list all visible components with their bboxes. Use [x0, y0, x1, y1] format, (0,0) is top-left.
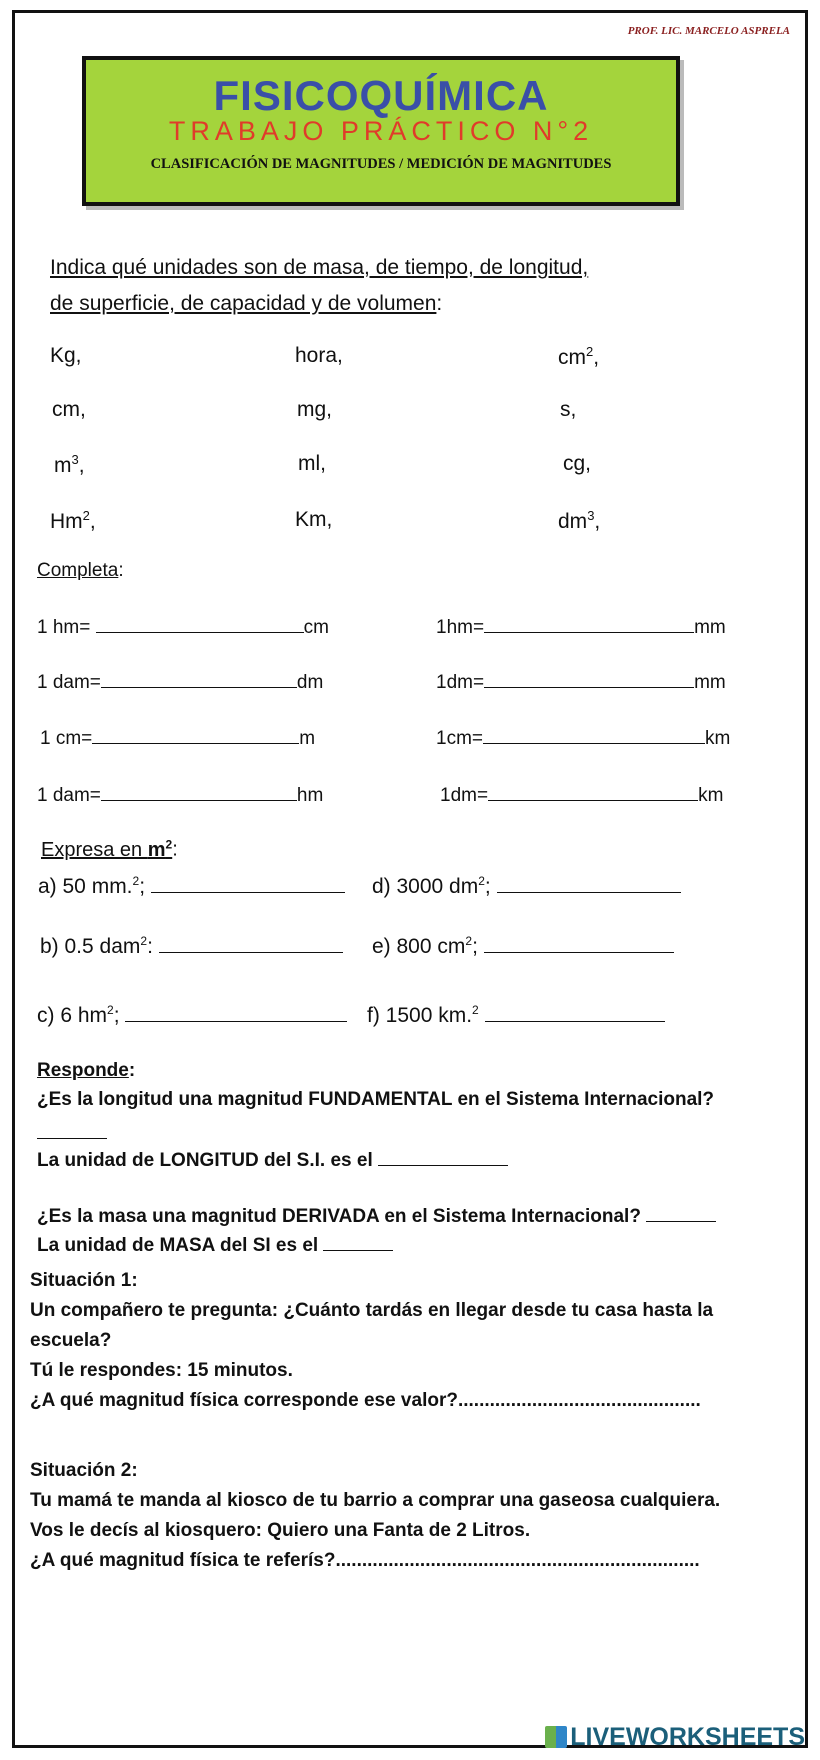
exercise-f: f) 1500 km.$^2$ [367, 1003, 665, 1028]
answer-blank[interactable] [159, 934, 343, 953]
answer-blank[interactable] [37, 1120, 107, 1139]
situation-2-line: Vos le decís al kiosquero: Quiero una Fanta de 2 Litros. [30, 1520, 531, 1541]
unit-item: hora, [295, 344, 343, 367]
exercise-b: b) 0.5 dam$^2$: [40, 934, 343, 959]
answer-blank[interactable] [92, 725, 299, 744]
author-credit: PROF. LIC. MARCELO ASPRELA [627, 25, 790, 37]
unit-item: $m^3$, [54, 452, 85, 477]
instruction-line-2: de superficie, de capacidad y de volumen: [50, 292, 443, 315]
answer-blank[interactable] [378, 1147, 508, 1166]
situation-1-line: escuela? [30, 1330, 112, 1351]
answer-blank[interactable] [96, 614, 304, 633]
answer-blank[interactable] [488, 782, 698, 801]
unit-item: ml, [298, 452, 326, 475]
conversion-left: 1 dam= dm [37, 669, 323, 694]
liveworksheets-icon [545, 1726, 567, 1748]
conversion-left: 1 dam= hm [37, 782, 323, 807]
topics-line: CLASIFICACIÓN DE MAGNITUDES / MEDICIÓN DE MAGNITUDES [150, 156, 612, 172]
unit-item: Kg, [50, 344, 82, 367]
unit-item: mg, [297, 398, 333, 421]
exercise-a: a) 50 mm.$^2$; [38, 874, 345, 899]
instruction-line-1: Indica qué unidades son de masa, de tiempo, de longitud, [50, 256, 589, 279]
answer-blank[interactable] [323, 1232, 393, 1251]
liveworksheets-logo: LIVEWORKSHEETS [545, 1723, 805, 1752]
question-1-answer [37, 1120, 107, 1145]
answer-blank[interactable] [484, 934, 674, 953]
answer-blank[interactable] [485, 1003, 665, 1022]
conversion-right: 1dm= km [440, 782, 723, 807]
conversion-left: 1 hm= cm [37, 614, 329, 639]
exercise-c: c) 6 $hm^2$; [37, 1003, 347, 1028]
unit-item: $cm^2$, [558, 344, 600, 369]
answer-blank[interactable] [484, 669, 694, 688]
question-1: ¿Es la longitud una magnitud FUNDAMENTAL en el Sistema Internacional? [37, 1089, 715, 1110]
page-subtitle: TRABAJO PRÁCTICO N°2 [168, 116, 594, 146]
answer-blank[interactable] [497, 874, 681, 893]
answer-blank[interactable] [101, 669, 297, 688]
situation-2-question[interactable]: ¿A qué magnitud física te referís?..................................................................... [30, 1550, 700, 1571]
expresa-label: Expresa en $m^2$: [41, 837, 178, 861]
unit-item: s, [560, 398, 577, 421]
unit-item: Km, [295, 508, 333, 531]
situation-1-line: Un compañero te pregunta: ¿Cuánto tardás en llegar desde tu casa hasta la [30, 1300, 714, 1321]
responde-label: Responde: [37, 1060, 136, 1081]
unit-item: $dm^3$, [558, 508, 601, 533]
situation-1-line: Tú le respondes: 15 minutos. [30, 1360, 293, 1381]
answer-blank[interactable] [151, 874, 345, 893]
unit-item: Hm$^2$, [50, 508, 96, 533]
title-banner [82, 56, 680, 206]
answer-blank[interactable] [101, 782, 297, 801]
answer-blank[interactable] [484, 614, 694, 633]
conversion-right: 1dm= mm [436, 669, 726, 694]
conversion-right: 1hm= mm [436, 614, 726, 639]
question-2: La unidad de LONGITUD del S.I. es el [37, 1147, 508, 1172]
question-4: La unidad de MASA del SI es el [37, 1232, 393, 1257]
situation-1-question[interactable]: ¿A qué magnitud física corresponde ese valor?.............................................. [30, 1390, 701, 1411]
unit-item: cg, [563, 452, 592, 475]
exercise-e: e) 800 $cm^2$; [372, 934, 674, 959]
answer-blank[interactable] [646, 1203, 716, 1222]
answer-blank[interactable] [483, 725, 705, 744]
answer-blank[interactable] [125, 1003, 347, 1022]
unit-item: cm, [52, 398, 86, 421]
completa-label: Completa: [37, 560, 124, 581]
conversion-right: 1cm= km [436, 725, 730, 750]
conversion-left: 1 cm= m [40, 725, 315, 750]
situation-1-title: Situación 1: [30, 1270, 138, 1291]
exercise-d: d) 3000 $dm^2$; [372, 874, 681, 899]
situation-2-title: Situación 2: [30, 1460, 138, 1481]
page-title: FISICOQUÍMICA [213, 72, 549, 119]
question-3: ¿Es la masa una magnitud DERIVADA en el Sistema Internacional? [37, 1203, 716, 1228]
situation-2-line: Tu mamá te manda al kiosco de tu barrio a comprar una gaseosa cualquiera. [30, 1490, 721, 1511]
